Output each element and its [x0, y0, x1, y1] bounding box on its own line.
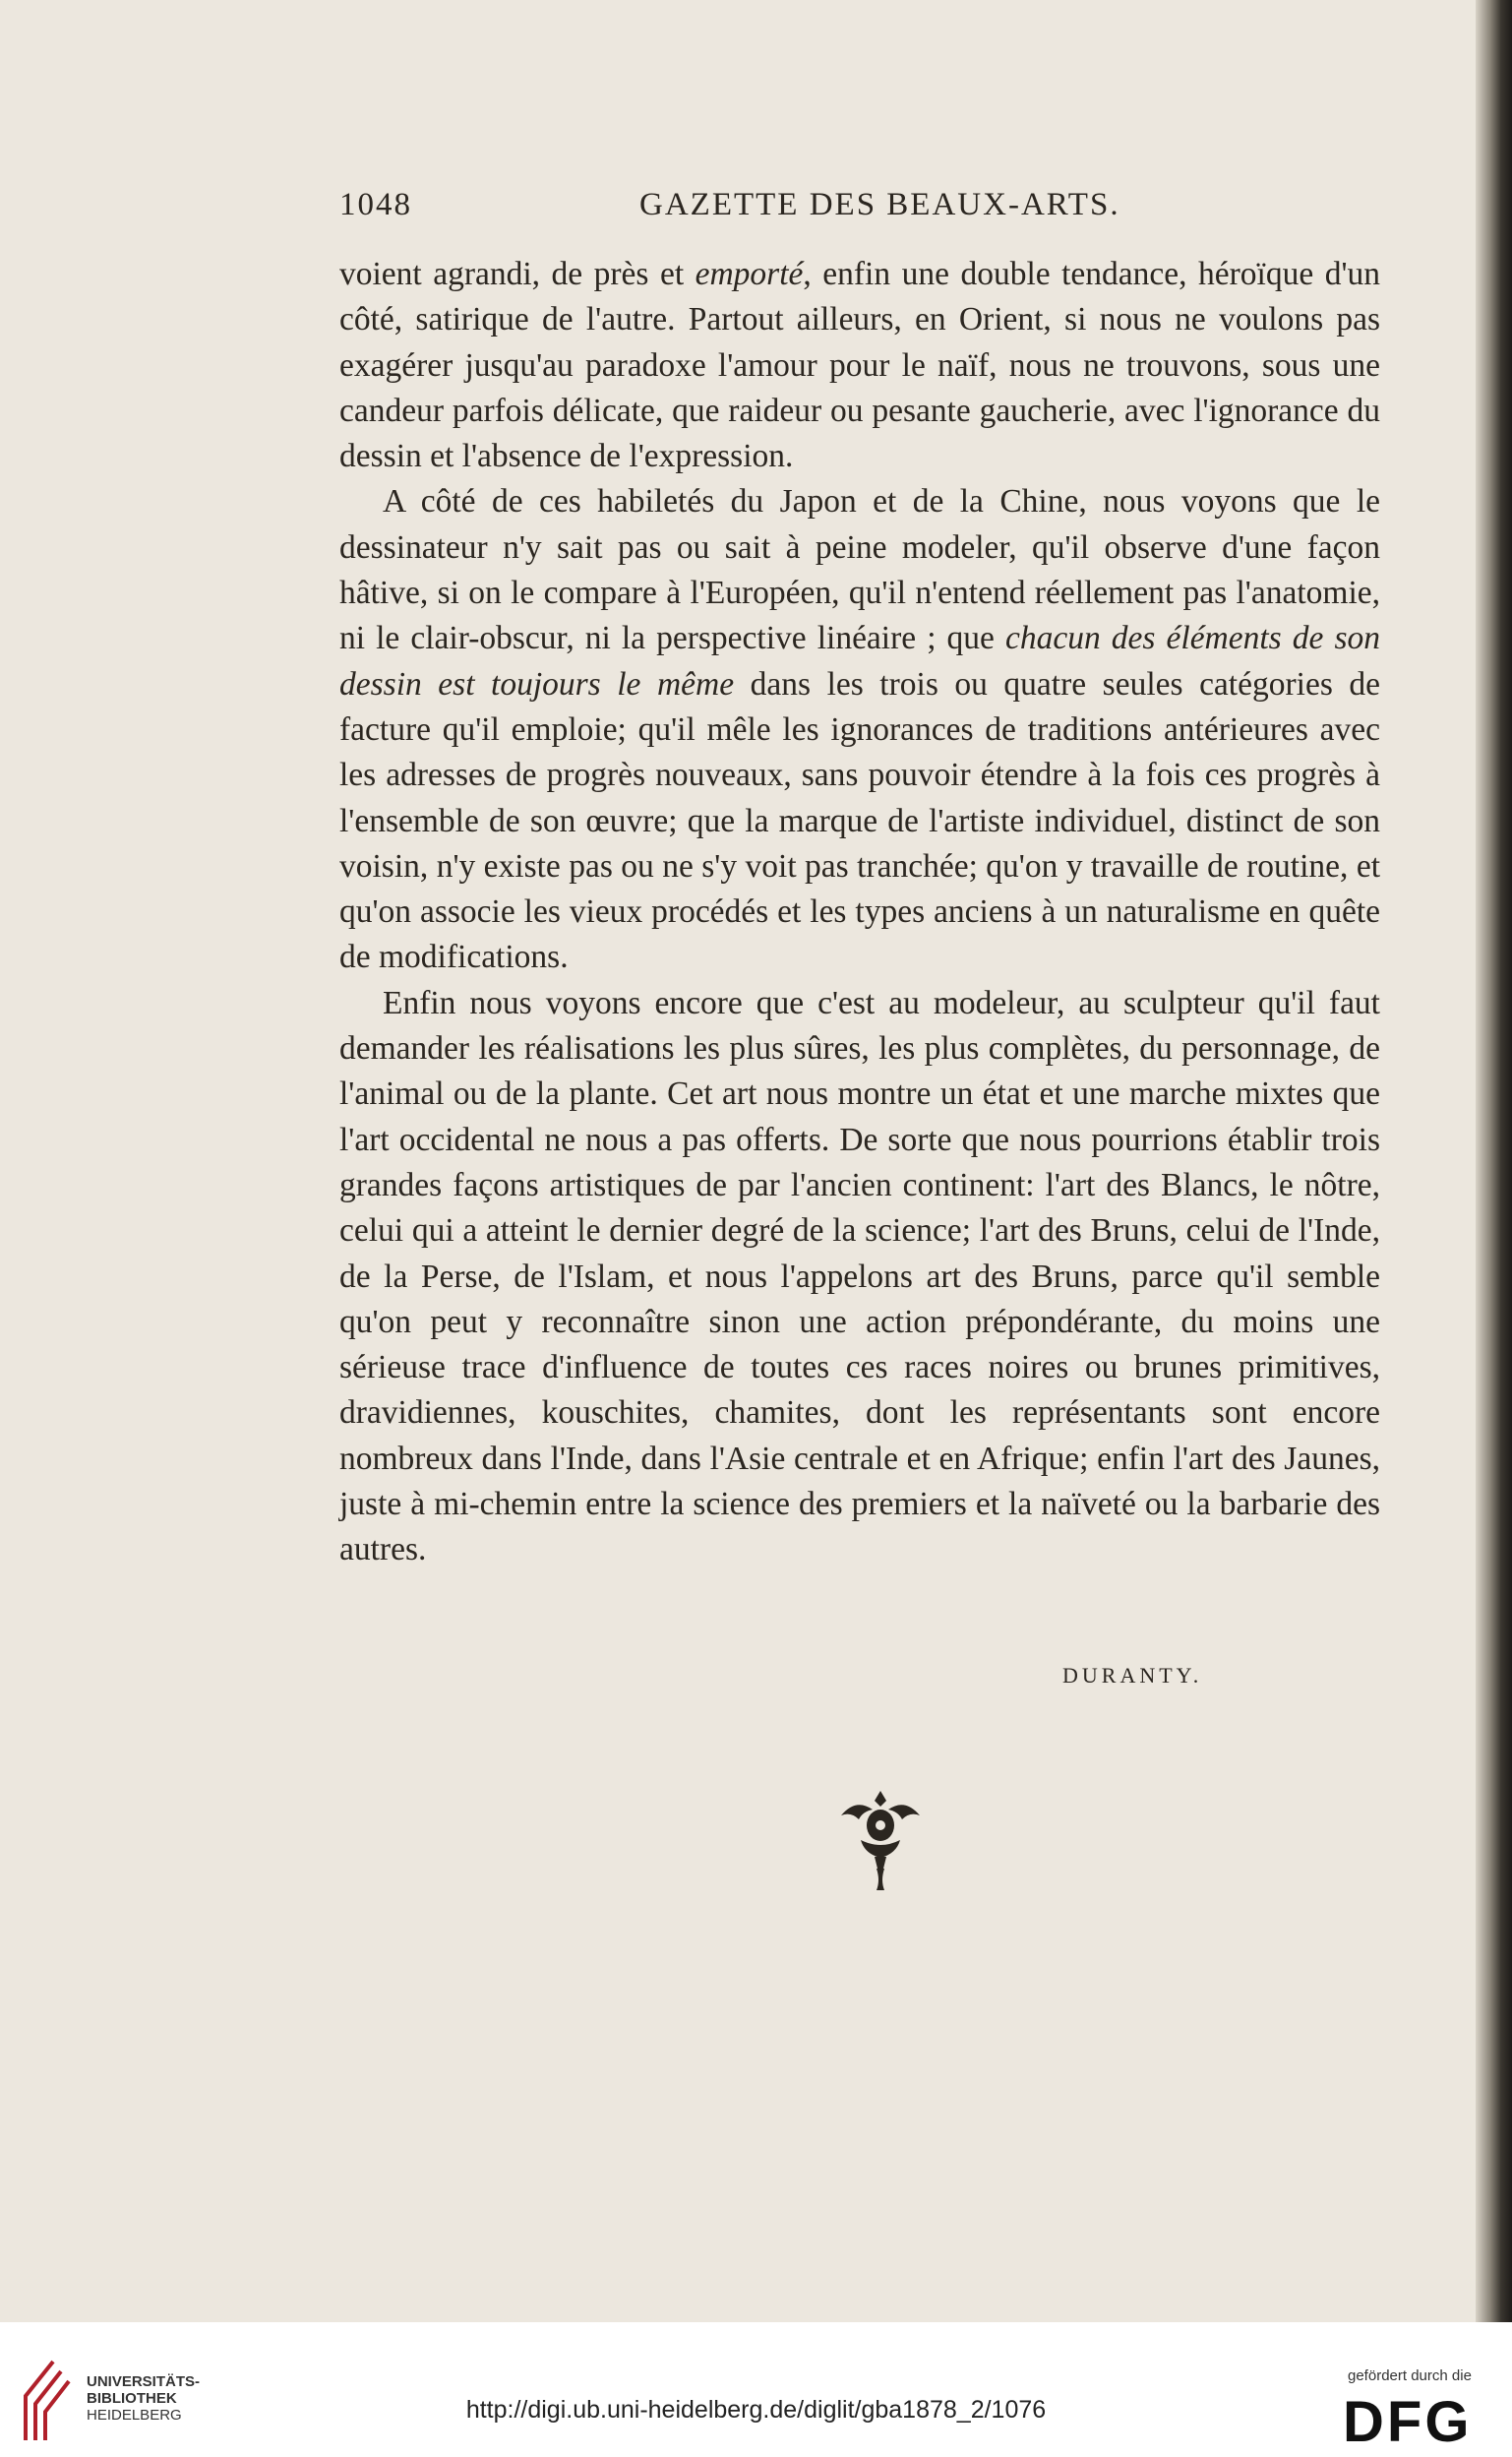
paragraph-2	[339, 479, 1380, 980]
italic-run: chacun des éléments de son dessin est toujours le même	[339, 620, 1380, 703]
journal-title: GAZETTE DES BEAUX-ARTS.	[639, 187, 1120, 222]
library-line: UNIVERSITÄTS-	[87, 2373, 201, 2390]
page-edge-shadow	[1476, 0, 1512, 2322]
author-signature: DURANTY.	[1062, 1663, 1203, 1688]
permalink-url[interactable]: http://digi.ub.uni-heidelberg.de/diglit/gba1878_2/1076	[465, 2396, 1047, 2424]
paragraph-3: Enfin nous voyons encore que c'est au modeleur, au sculpteur qu'il faut demander les réalisations les plus sûres, les plus complètes, du personnage, de l'animal ou de la plante. Cet art nous montre un état et une marche mixtes que l'art occidental ne nous a pas offerts. De sorte que nous pourrions établir trois grandes façons artistiques de par l'ancien continent: l'art des Blancs, le nôtre, celui qui a atteint le dernier degré de la science; l'art des Bruns, celui de l'Inde, de la Perse, de l'Islam, et nous l'appelons art des Bruns, parce qu'il semble qu'on peut y reconnaître sinon une action prépondérante, du moins une sérieuse trace d'influence de toutes ces races noires ou brunes primitives, dravidiennes, kouschites, chamites, dont les représentants sont encore nombreux dans l'Inde, dans l'Asie centrale et en Afrique; enfin l'art des Jaunes, juste à mi-chemin entre la science des premiers et la naïveté ou la barbarie des autres.	[339, 984, 1380, 1568]
text-run: dans les trois ou quatre seules catégories de facture qu'il emploie; qu'il mêle les ignorances de traditions antérieures avec les adresses de progrès nouveaux, sans pouvoir étendre à la fois ces progrès à l'ensemble de son œuvre; que la marque de l'artiste individuel, distinct de son voisin, n'y existe pas ou ne s'y voit pas tranchée; qu'on y travaille de routine, et qu'on associe les vieux procédés et les types anciens à un naturalisme en quête de modifications.	[339, 665, 1381, 976]
italic-run: emporté	[695, 256, 804, 292]
page-number: 1048	[339, 187, 412, 222]
library-line: HEIDELBERG	[87, 2407, 182, 2424]
funding-caption: gefördert durch die	[1348, 2367, 1472, 2384]
article-body	[339, 252, 1380, 1573]
library-line: BIBLIOTHEK	[87, 2390, 177, 2407]
text-run: A côté de ces habiletés du Japon et de la Chine, nous voyons que le dessinateur n'y sait pas ou sait à peine modeler, qu'il observe d'une façon hâtive, si on le compare à l'Européen, qu'il n'entend réellement pas l'anatomie, ni le clair-obscur, ni la perspective linéaire ; que	[339, 483, 1380, 657]
dfg-logo: DFG	[1343, 2390, 1473, 2454]
paragraph-1	[339, 252, 1380, 479]
text-run: voient agrandi, de près et	[339, 256, 696, 292]
fleuron-ornament-icon	[831, 1786, 930, 1894]
text-run: , enfin une double tendance, héroïque d'un côté, satirique de l'autre. Partout ailleurs, en Orient, si nous ne voulons pas exagérer jusqu'au paradoxe l'amour pour le naïf, nous ne trouvons, sous une candeur parfois délicate, que raideur ou pesante gaucherie, avec l'ignorance du dessin et l'absence de l'expression.	[339, 256, 1380, 475]
running-head	[339, 187, 1382, 232]
footer-bar	[0, 2322, 1512, 2457]
